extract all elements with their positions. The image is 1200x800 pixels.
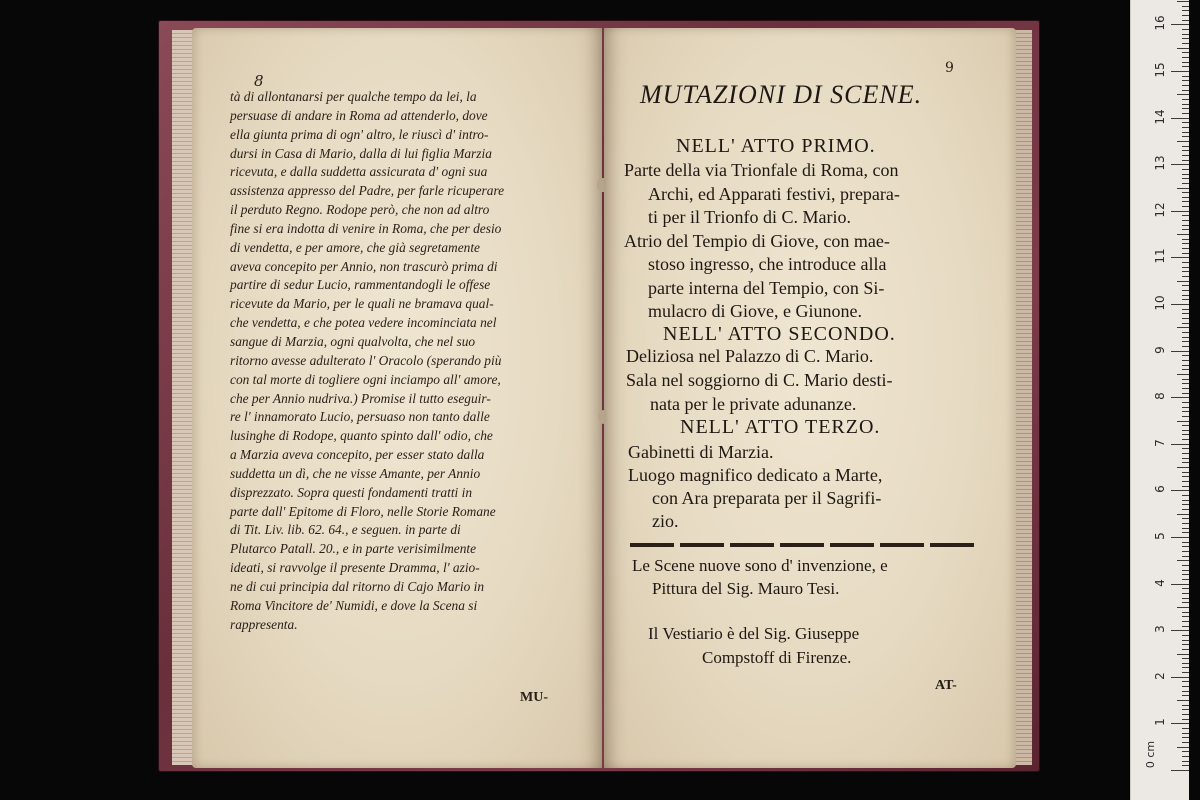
- ruler-tick: [1177, 700, 1189, 701]
- ruler-tick: [1182, 574, 1189, 575]
- act-three-heading: NELL' ATTO TERZO.: [680, 416, 881, 438]
- ruler-tick: [1182, 313, 1189, 314]
- ruler-tick: [1171, 118, 1189, 119]
- ruler-tick: [1182, 602, 1189, 603]
- text-line: mulacro di Giove, e Giunone.: [648, 301, 862, 321]
- ruler-tick: [1182, 150, 1189, 151]
- text-line: che vendetta, e che potea vedere incominciata nel: [230, 315, 497, 331]
- ruler-unit-label: 0 cm: [1144, 740, 1158, 769]
- ruler-number: 6: [1153, 485, 1167, 494]
- text-line: ne di cui principia dal ritorno di Cajo Mario in: [230, 578, 485, 594]
- ruler-tick: [1177, 654, 1189, 655]
- ruler-tick: [1182, 737, 1189, 738]
- ruler-tick: [1182, 332, 1189, 333]
- ruler-tick: [1182, 551, 1189, 552]
- text-line: ricevute da Mario, per le quali ne bramava qual-: [230, 296, 494, 312]
- ruler-tick: [1182, 99, 1189, 100]
- ruler-tick: [1182, 598, 1189, 599]
- ruler-tick: [1182, 476, 1189, 477]
- ruler-tick: [1177, 1, 1189, 2]
- ruler-tick: [1182, 407, 1189, 408]
- ruler-tick: [1182, 192, 1189, 193]
- ruler-tick: [1182, 104, 1189, 105]
- ruler-tick: [1182, 672, 1189, 673]
- ruler-tick: [1182, 309, 1189, 310]
- text-line: Parte della via Trionfale di Roma, con: [624, 160, 899, 180]
- ruler-tick: [1171, 164, 1189, 165]
- ruler-tick: [1182, 267, 1189, 268]
- ruler-tick: [1182, 132, 1189, 133]
- text-line: rappresenta.: [230, 616, 298, 632]
- ruler-number: 3: [1153, 625, 1167, 634]
- ruler-tick: [1182, 285, 1189, 286]
- ruler-tick: [1182, 626, 1189, 627]
- ruler-tick: [1182, 160, 1189, 161]
- ruler-tick: [1182, 481, 1189, 482]
- ruler-tick: [1171, 24, 1189, 25]
- ruler-number: 16: [1153, 15, 1167, 32]
- ruler-tick: [1182, 299, 1189, 300]
- ruler-tick: [1182, 504, 1189, 505]
- ruler-tick: [1182, 262, 1189, 263]
- ruler-tick: [1182, 509, 1189, 510]
- ruler-tick: [1182, 667, 1189, 668]
- ruler-tick: [1182, 635, 1189, 636]
- text-line: con tal morte di togliere ogni inciampo all' amore,: [230, 371, 501, 387]
- page-number-left: 8: [254, 72, 264, 90]
- ruler-tick: [1182, 430, 1189, 431]
- ruler-tick: [1182, 178, 1189, 179]
- text-line: aveva concepito per Annio, non trascurò prima di: [230, 258, 498, 274]
- text-line: Deliziosa nel Palazzo di C. Mario.: [626, 346, 874, 366]
- ruler-tick: [1171, 351, 1189, 352]
- ruler-tick: [1182, 439, 1189, 440]
- ruler-tick: [1182, 528, 1189, 529]
- ruler-tick: [1171, 723, 1189, 724]
- ruler-tick: [1182, 695, 1189, 696]
- ruler-tick: [1182, 276, 1189, 277]
- ruler-tick: [1182, 337, 1189, 338]
- ruler-tick: [1171, 257, 1189, 258]
- text-line: Il Vestiario è del Sig. Giuseppe: [648, 624, 860, 643]
- ruler-tick: [1182, 691, 1189, 692]
- ruler-tick: [1182, 588, 1189, 589]
- text-line: il perduto Regno. Rodope però, che non ad altro: [230, 202, 490, 218]
- ruler-tick: [1182, 570, 1189, 571]
- ruler-tick: [1182, 416, 1189, 417]
- ruler-tick: [1182, 649, 1189, 650]
- text-line: zio.: [652, 511, 679, 531]
- ruler-tick: [1182, 658, 1189, 659]
- ruler-tick: [1177, 560, 1189, 561]
- ruler-tick: [1182, 341, 1189, 342]
- ruler-number: 11: [1153, 248, 1167, 265]
- ruler-number: 5: [1153, 532, 1167, 540]
- ruler-tick: [1182, 393, 1189, 394]
- text-line: Pittura del Sig. Mauro Tesi.: [652, 579, 840, 598]
- ruler-tick: [1182, 52, 1189, 53]
- ruler-tick: [1182, 80, 1189, 81]
- ruler-tick: [1182, 500, 1189, 501]
- ruler-tick: [1182, 15, 1189, 16]
- ruler-tick: [1182, 34, 1189, 35]
- text-line: persuase di andare in Roma ad attenderlo, dove: [230, 107, 488, 123]
- text-line: Gabinetti di Marzia.: [628, 442, 774, 462]
- text-line: partire di sedur Lucio, rammentandogli le offese: [230, 277, 491, 293]
- ruler-tick: [1182, 523, 1189, 524]
- ruler-tick: [1177, 421, 1189, 422]
- ruler-tick: [1182, 113, 1189, 114]
- ruler-tick: [1177, 514, 1189, 515]
- ruler-tick: [1182, 709, 1189, 710]
- text-line: Sala nel soggiorno di C. Mario desti-: [626, 370, 893, 390]
- ruler-tick: [1182, 719, 1189, 720]
- ruler-tick: [1182, 136, 1189, 137]
- ruler-tick: [1182, 66, 1189, 67]
- ruler-tick: [1182, 206, 1189, 207]
- ruler-tick: [1182, 229, 1189, 230]
- ruler-tick: [1177, 234, 1189, 235]
- catchword-right: AT-: [935, 678, 957, 693]
- text-line: tà di allontanarsi per qualche tempo da lei, la: [230, 89, 477, 104]
- ruler-tick: [1182, 90, 1189, 91]
- text-line: assistenza appresso del Padre, per farle ricuperare: [230, 183, 505, 199]
- ruler-number: 1: [1153, 718, 1167, 727]
- ruler-tick: [1182, 565, 1189, 566]
- ruler-number: 12: [1153, 202, 1167, 218]
- ruler-number: 14: [1153, 108, 1167, 125]
- text-line: con Ara preparata per il Sagrifi-: [652, 488, 882, 508]
- ruler-tick: [1171, 770, 1189, 771]
- ruler-tick: [1182, 681, 1189, 682]
- ruler-tick: [1182, 728, 1189, 729]
- ruler-tick: [1182, 765, 1189, 766]
- ruler-tick: [1171, 397, 1189, 398]
- ruler-tick: [1182, 518, 1189, 519]
- text-line: Luogo magnifico dedicato a Marte,: [628, 465, 883, 485]
- ruler-tick: [1182, 383, 1189, 384]
- ruler-tick: [1182, 593, 1189, 594]
- text-line: di Tit. Liv. lib. 62. 64., e seguen. in parte di: [230, 522, 461, 538]
- ruler-tick: [1182, 402, 1189, 403]
- ruler-tick: [1182, 579, 1189, 580]
- ruler-number: 13: [1153, 155, 1167, 171]
- text-line: parte interna del Tempio, con Si-: [648, 277, 885, 298]
- ruler-tick: [1182, 38, 1189, 39]
- ruler-tick: [1182, 742, 1189, 743]
- ruler-tick: [1182, 663, 1189, 664]
- ruler-tick: [1182, 62, 1189, 63]
- page-edges-left: [172, 30, 194, 765]
- ruler-tick: [1171, 490, 1189, 491]
- ruler-tick: [1171, 630, 1189, 631]
- ruler-tick: [1182, 108, 1189, 109]
- ruler-tick: [1182, 20, 1189, 21]
- text-line: che per Annio nudriva.) Promise il tutto eseguir-: [230, 390, 491, 406]
- ruler-tick: [1182, 472, 1189, 473]
- ruler-tick: [1182, 360, 1189, 361]
- ruler-tick: [1182, 253, 1189, 254]
- ruler-number: 9: [1153, 345, 1167, 354]
- ruler-tick: [1171, 677, 1189, 678]
- ornamental-rule: [630, 543, 980, 547]
- ruler-tick: [1182, 448, 1189, 449]
- text-line: stoso ingresso, che introduce alla: [648, 254, 887, 274]
- left-page-text: [230, 88, 590, 634]
- text-line: fine si era indotta di venire in Roma, che per desio: [230, 220, 502, 236]
- ruler-tick: [1182, 714, 1189, 715]
- ruler-tick: [1182, 365, 1189, 366]
- text-line: a Marzia aveva concepito, per esser stato dalla: [230, 447, 485, 463]
- ruler-tick: [1171, 304, 1189, 305]
- ruler-tick: [1182, 220, 1189, 221]
- text-line: lusinghe di Rodope, quanto spinto dall' odio, che: [230, 428, 493, 444]
- ruler-tick: [1182, 458, 1189, 459]
- ruler-tick: [1171, 211, 1189, 212]
- ruler-tick: [1182, 76, 1189, 77]
- ruler-tick: [1182, 248, 1189, 249]
- text-line: sangue di Marzia, ogni qualvolta, che nel suo: [230, 333, 476, 349]
- ruler-number: 4: [1153, 578, 1167, 587]
- ruler-tick: [1182, 434, 1189, 435]
- ruler-tick: [1182, 243, 1189, 244]
- text-line: nata per le private adunanze.: [650, 394, 857, 414]
- ruler-tick: [1182, 495, 1189, 496]
- text-line: Le Scene nuove sono d' invenzione, e: [632, 556, 888, 575]
- ruler-tick: [1182, 295, 1189, 296]
- ruler-tick: [1177, 374, 1189, 375]
- ruler-tick: [1182, 201, 1189, 202]
- ruler-tick: [1182, 290, 1189, 291]
- ruler-tick: [1182, 271, 1189, 272]
- ruler-tick: [1182, 644, 1189, 645]
- ruler-tick: [1177, 281, 1189, 282]
- text-line: Compstoff di Firenze.: [702, 648, 852, 667]
- ruler-tick: [1182, 546, 1189, 547]
- ruler-tick: [1182, 323, 1189, 324]
- ruler-tick: [1182, 57, 1189, 58]
- text-line: ritorno avesse adulterato l' Oracolo (sperando più: [230, 352, 502, 368]
- ruler-tick: [1182, 146, 1189, 147]
- ruler-tick: [1177, 467, 1189, 468]
- text-line: di vendetta, e per amore, che già segretamente: [230, 239, 481, 255]
- text-line: re l' innamorato Lucio, persuaso non tanto dalle: [230, 409, 490, 425]
- ruler-tick: [1182, 169, 1189, 170]
- ruler-tick: [1182, 29, 1189, 30]
- ruler-tick: [1182, 379, 1189, 380]
- text-line: dursi in Casa di Mario, dalla di lui figlia Marzia: [230, 145, 492, 161]
- ruler-tick: [1182, 411, 1189, 412]
- catchword-left: MU-: [520, 690, 548, 705]
- ruler-tick: [1182, 388, 1189, 389]
- ruler-tick: [1182, 751, 1189, 752]
- ruler-number: 15: [1153, 62, 1167, 78]
- ruler-tick: [1182, 733, 1189, 734]
- ruler-tick: [1182, 183, 1189, 184]
- ruler-number: 2: [1153, 671, 1167, 680]
- ruler-tick: [1182, 621, 1189, 622]
- ruler-tick: [1182, 239, 1189, 240]
- ruler-tick: [1182, 756, 1189, 757]
- ruler-tick: [1182, 215, 1189, 216]
- ruler-number: 7: [1153, 438, 1167, 447]
- ruler-tick: [1182, 346, 1189, 347]
- ruler-tick: [1182, 556, 1189, 557]
- ruler-tick: [1171, 584, 1189, 585]
- text-line: disprezzato. Sopra questi fondamenti tratti in: [230, 484, 473, 500]
- text-line: ti per il Trionfo di C. Mario.: [648, 207, 852, 227]
- ruler-tick: [1182, 10, 1189, 11]
- ruler-tick: [1171, 71, 1189, 72]
- ruler-tick: [1182, 462, 1189, 463]
- ruler-tick: [1182, 197, 1189, 198]
- ruler-tick: [1182, 174, 1189, 175]
- ruler-tick: [1182, 761, 1189, 762]
- ruler-tick: [1182, 686, 1189, 687]
- ruler-tick: [1182, 542, 1189, 543]
- ruler-tick: [1182, 6, 1189, 7]
- text-line: Roma Vincitore de' Numidi, e dove la Scena si: [230, 597, 478, 613]
- ruler-tick: [1182, 640, 1189, 641]
- ruler-tick: [1171, 537, 1189, 538]
- ruler-tick: [1182, 612, 1189, 613]
- text-line: Archi, ed Apparati festivi, prepara-: [648, 183, 900, 204]
- ruler-tick: [1182, 425, 1189, 426]
- act-one-heading: NELL' ATTO PRIMO.: [676, 135, 876, 157]
- text-line: ideati, si ravvolge il presente Dramma, l' azio-: [230, 560, 480, 576]
- ruler-tick: [1177, 48, 1189, 49]
- text-line: parte dall' Epitome di Floro, nelle Storie Romane: [230, 503, 496, 519]
- ruler-tick: [1182, 127, 1189, 128]
- ruler-tick: [1182, 318, 1189, 319]
- ruler-tick: [1177, 94, 1189, 95]
- ruler-tick: [1182, 155, 1189, 156]
- text-line: Atrio del Tempio di Giove, con mae-: [624, 230, 890, 251]
- text-line: Plutarco Patall. 20., e in parte verisimilmente: [230, 541, 477, 557]
- ruler-tick: [1182, 532, 1189, 533]
- ruler-tick: [1171, 444, 1189, 445]
- ruler-tick: [1182, 486, 1189, 487]
- ruler-tick: [1182, 43, 1189, 44]
- page-title: MUTAZIONI DI SCENE.: [640, 80, 923, 109]
- ruler-tick: [1182, 453, 1189, 454]
- page-number-right: 9: [945, 60, 954, 76]
- ruler-tick: [1177, 747, 1189, 748]
- ruler-tick: [1182, 705, 1189, 706]
- text-line: ricevuta, e dalla suddetta assicurata d' ogni sua: [230, 164, 488, 180]
- ruler-tick: [1177, 327, 1189, 328]
- ruler-tick: [1182, 122, 1189, 123]
- ruler-tick: [1182, 225, 1189, 226]
- text-line: suddetta un dì, che ne visse Amante, per Annio: [230, 465, 481, 481]
- ruler-tick: [1177, 141, 1189, 142]
- ruler-tick: [1182, 355, 1189, 356]
- text-line: ella giunta prima di ogn' altro, le riuscì d' intro-: [230, 126, 489, 142]
- ruler-tick: [1182, 85, 1189, 86]
- ruler-number: 10: [1153, 295, 1167, 311]
- ruler-tick: [1177, 607, 1189, 608]
- measurement-ruler: [1130, 0, 1189, 800]
- ruler-number: 8: [1153, 392, 1167, 401]
- ruler-tick: [1177, 188, 1189, 189]
- ruler-tick: [1182, 369, 1189, 370]
- ruler-tick: [1182, 616, 1189, 617]
- act-two-heading: NELL' ATTO SECONDO.: [663, 323, 896, 345]
